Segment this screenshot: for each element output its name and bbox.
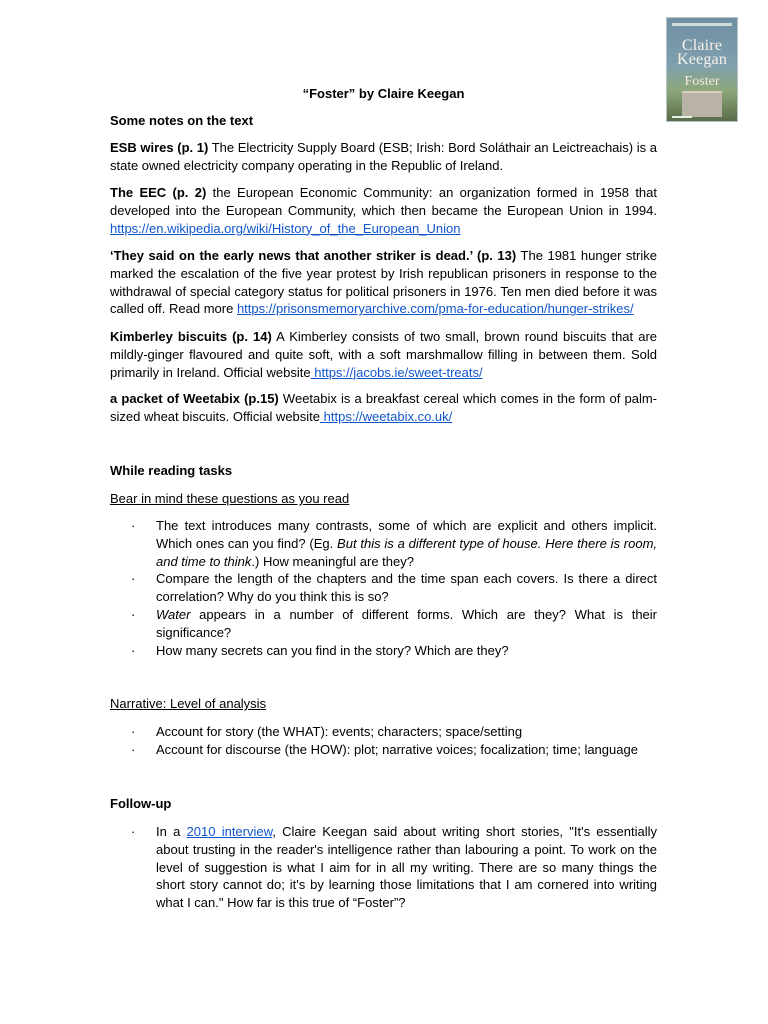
bullet: · xyxy=(131,518,136,533)
list-item xyxy=(110,723,657,741)
cover-footer-mark xyxy=(672,116,692,118)
cover-author: Claire Keegan xyxy=(676,37,728,68)
list-item xyxy=(110,606,657,642)
item-text: Account for discourse (the HOW): plot; narrative voices; focalization; time; language xyxy=(156,741,638,757)
note-term: ‘They said on the early news that another striker is dead.’ (p. 13) xyxy=(110,248,517,263)
reading-subheading: Bear in mind these questions as you read xyxy=(110,491,350,506)
narrative-list xyxy=(110,723,657,759)
note-text: The 1981 hunger strike marked the escalation of the five year protest by Irish republican prisoners in response to the withdrawal of special category status for political prisoners in 1976. Ten men died before it was called off. Read more xyxy=(110,248,657,317)
eec-wikipedia-link[interactable]: https://en.wikipedia.org/wiki/History_of_the_European_Union xyxy=(110,220,461,236)
followup-section xyxy=(110,795,657,813)
list-item xyxy=(110,570,657,606)
item-text: .) How meaningful are they? xyxy=(251,553,414,569)
note-term: The EEC (p. 2) xyxy=(110,185,207,200)
list-item xyxy=(110,823,657,912)
note-term: a packet of Weetabix (p.15) xyxy=(110,391,279,406)
bullet: · xyxy=(131,724,136,739)
note-text: Weetabix is a breakfast cereal which comes in the form of palm-sized wheat biscuits. Official website xyxy=(110,391,658,424)
bullet: · xyxy=(131,824,136,839)
note-term: ESB wires (p. 1) xyxy=(110,140,209,155)
cover-tagline-mark xyxy=(672,23,732,26)
list-item xyxy=(110,741,657,759)
bullet: · xyxy=(131,571,136,587)
followup-heading: Follow-up xyxy=(110,796,172,811)
item-text: , Claire Keegan said about writing short stories, "It's essentially about trusting in the reader's intelligence rather than labouring a point. To work on the level of suggestion is what I aim for in all my writing. There are so many things the short story cannot do; it's by learning those limitations that I am cornered into writing what I can." How far is this true of “Foster”? xyxy=(156,824,658,911)
note-term: Kimberley biscuits (p. 14) xyxy=(110,329,272,344)
reading-questions xyxy=(110,517,657,659)
note-eec xyxy=(110,184,657,237)
note-text: The Electricity Supply Board (ESB; Irish: Bord Soláthair an Leictreachais) is a state owned electricity company operating in the Republic of Ireland. xyxy=(110,140,657,173)
item-italic-text: Water xyxy=(156,606,191,622)
note-striker xyxy=(110,247,657,318)
narrative-section xyxy=(110,695,657,713)
note-text: the European Economic Community: an organization formed in 1958 that developed into the European Community, which then became the European Union in 1994. xyxy=(110,185,657,218)
followup-list xyxy=(110,823,657,912)
narrative-heading: Narrative: Level of analysis xyxy=(110,696,267,711)
interview-link[interactable]: 2010 interview xyxy=(186,824,273,839)
list-item xyxy=(110,642,657,660)
item-text: In a xyxy=(156,824,187,839)
item-italic-text: But this is a different type of house. Here there is room, and time to think xyxy=(156,535,658,569)
cover-title: Foster xyxy=(684,74,720,89)
note-esb xyxy=(110,139,657,175)
bullet: · xyxy=(131,642,136,658)
item-text: appears in a number of different forms. Which are they? What is their significance? xyxy=(156,606,657,640)
bullet: · xyxy=(131,606,136,622)
notes-section xyxy=(110,112,657,130)
hunger-strikes-link[interactable]: https://prisonsmemoryarchive.com/pma-for-education/hunger-strikes/ xyxy=(236,301,634,317)
cover-wall-illustration xyxy=(682,91,722,117)
bullet: · xyxy=(131,741,136,757)
weetabix-link[interactable]: https://weetabix.co.uk/ xyxy=(320,408,453,424)
list-item xyxy=(110,517,657,570)
document-title: “Foster” by Claire Keegan xyxy=(302,86,465,101)
item-text: The text introduces many contrasts, some of which are explicit and others implicit. Which ones can you find? (Eg. xyxy=(156,518,657,551)
item-text: Compare the length of the chapters and the time span each covers. Is there a direct correlation? Why do you think this is so? xyxy=(156,571,657,605)
book-cover-image xyxy=(666,17,738,122)
reading-section xyxy=(110,462,657,480)
jacobs-link[interactable]: https://jacobs.ie/sweet-treats/ xyxy=(310,364,483,380)
notes-heading: Some notes on the text xyxy=(110,113,254,128)
item-text: How many secrets can you find in the story? Which are they? xyxy=(156,642,509,658)
reading-heading: While reading tasks xyxy=(110,463,233,478)
item-text: Account for story (the WHAT): events; characters; space/setting xyxy=(156,724,523,739)
note-weetabix xyxy=(110,390,657,426)
note-text: A Kimberley consists of two small, brown round biscuits that are mildly-ginger flavoured and quite soft, with a soft marshmallow filling in between them. Sold primarily in Ireland. Official website xyxy=(110,329,657,380)
reading-subheading-block xyxy=(110,490,657,508)
note-kimberley xyxy=(110,328,657,381)
